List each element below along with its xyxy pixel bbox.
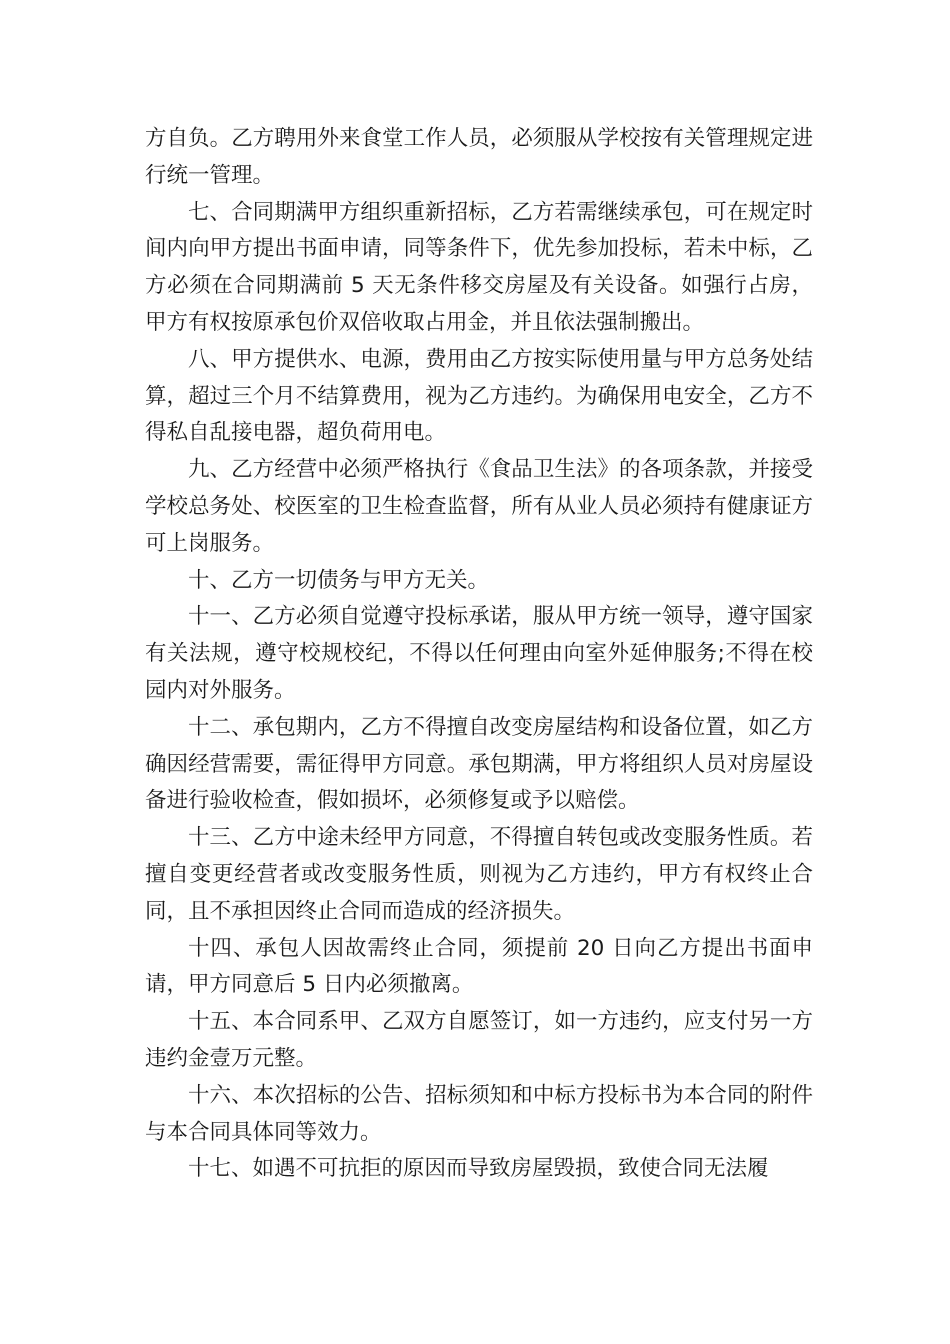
paragraph-continuation: 方自负。乙方聘用外来食堂工作人员，必须服从学校按有关管理规定进行统一管理。 xyxy=(145,126,813,188)
clause-9: 九、乙方经营中必须严格执行《食品卫生法》的各项条款，并接受学校总务处、校医室的卫生检查监督，所有从业人员必须持有健康证方可上岗服务。 xyxy=(145,457,813,556)
clause-13: 十三、乙方中途未经甲方同意，不得擅自转包或改变服务性质。若擅自变更经营者或改变服务性质，则视为乙方违约，甲方有权终止合同，且不承担因终止合同而造成的经济损失。 xyxy=(145,825,813,924)
clause-10: 十、乙方一切债务与甲方无关。 xyxy=(188,567,490,593)
clause-11: 十一、乙方必须自觉遵守投标承诺，服从甲方统一领导，遵守国家有关法规，遵守校规校纪，不得以任何理由向室外延伸服务;不得在校园内对外服务。 xyxy=(145,604,813,703)
clause-8: 八、甲方提供水、电源，费用由乙方按实际使用量与甲方总务处结算，超过三个月不结算费用，视为乙方违约。为确保用电安全，乙方不得私自乱接电器，超负荷用电。 xyxy=(145,346,813,446)
clause-15: 十五、本合同系甲、乙双方自愿签订，如一方违约，应支付另一方违约金壹万元整。 xyxy=(145,1009,813,1071)
clause-16: 十六、本次招标的公告、招标须知和中标方投标书为本合同的附件与本合同具体同等效力。 xyxy=(145,1082,813,1145)
clause-7: 七、合同期满甲方组织重新招标，乙方若需继续承包，可在规定时间内向甲方提出书面申请，同等条件下，优先参加投标，若未中标，乙方必须在合同期满前 5 天无条件移交房屋及有关设备。如强行占房，甲方有权按原承包价双倍收取占用金，并且依法强制搬出。 xyxy=(145,199,813,335)
clause-14: 十四、承包人因故需终止合同，须提前 20 日向乙方提出书面申请，甲方同意后 5 日内必须撤离。 xyxy=(145,935,813,998)
clause-17: 十七、如遇不可抗拒的原因而导致房屋毁损，致使合同无法履 xyxy=(188,1156,769,1182)
document-body xyxy=(145,121,813,1188)
clause-12: 十二、承包期内，乙方不得擅自改变房屋结构和设备位置，如乙方确因经营需要，需征得甲方同意。承包期满，甲方将组织人员对房屋设备进行验收检查，假如损坏，必须修复或予以赔偿。 xyxy=(145,714,813,814)
